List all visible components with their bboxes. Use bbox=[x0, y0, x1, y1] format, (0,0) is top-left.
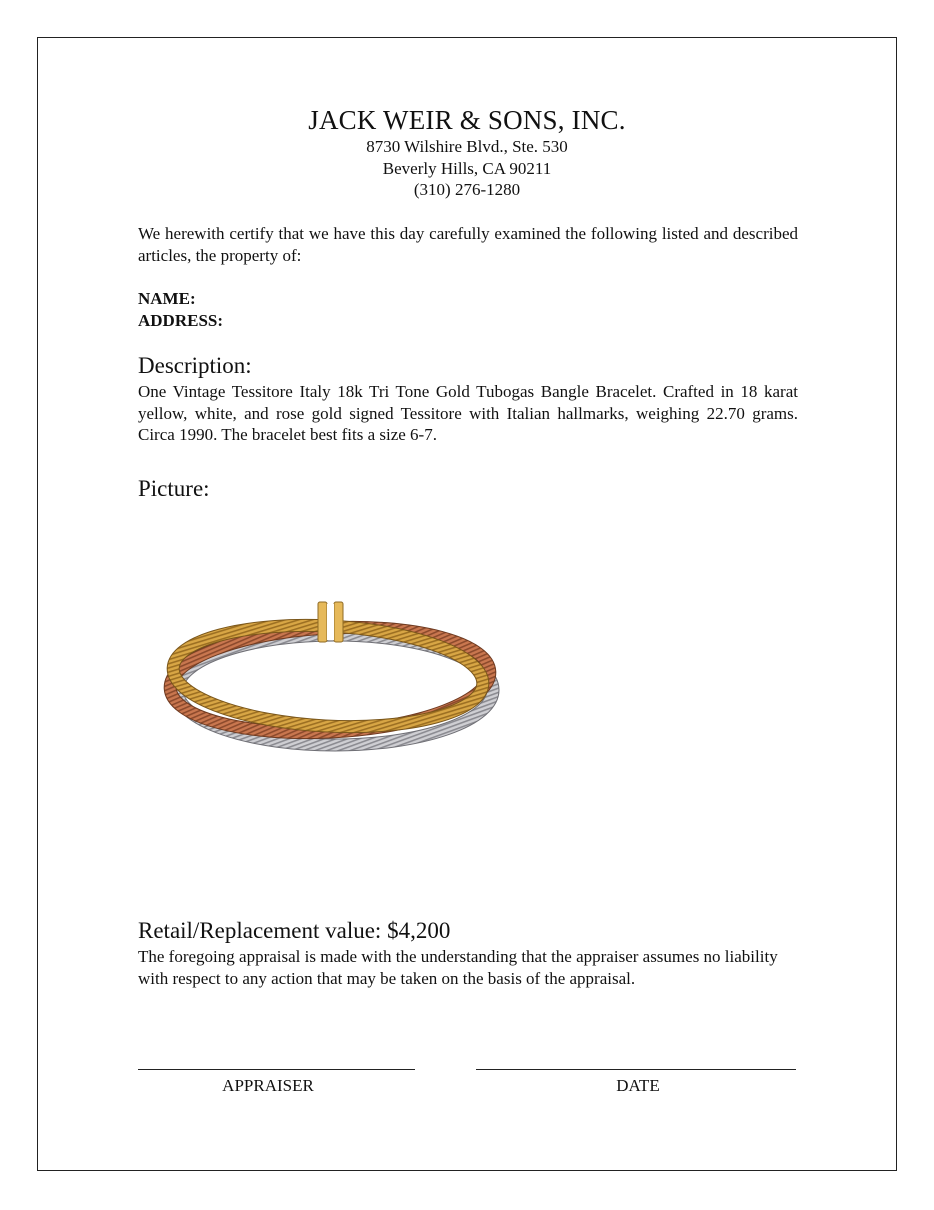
date-label: DATE bbox=[616, 1076, 660, 1095]
company-address-line2: Beverly Hills, CA 90211 bbox=[382, 158, 552, 178]
company-address-line1: 8730 Wilshire Blvd., Ste. 530 bbox=[366, 137, 568, 156]
bracelet-photo bbox=[150, 580, 520, 780]
certification-statement: We herewith certify that we have this day carefully examined the following listed and described articles, the property of: bbox=[138, 224, 798, 265]
replacement-value-heading: Retail/Replacement value: $4,200 bbox=[138, 918, 451, 943]
date-signature-line bbox=[476, 1069, 796, 1070]
owner-fields bbox=[138, 288, 798, 331]
picture-heading: Picture: bbox=[138, 476, 210, 501]
appraiser-signature-line bbox=[138, 1069, 415, 1070]
letterhead bbox=[0, 104, 934, 201]
name-label: NAME: bbox=[138, 289, 196, 308]
description-heading: Description: bbox=[138, 353, 252, 378]
liability-disclaimer: The foregoing appraisal is made with the understanding that the appraiser assumes no liability with respect to any action that may be taken on the basis of the appraisal. bbox=[138, 947, 778, 988]
appraiser-label: APPRAISER bbox=[222, 1076, 314, 1095]
bangle-clasp-caps bbox=[318, 602, 343, 642]
company-name: JACK WEIR & SONS, INC. bbox=[308, 105, 626, 135]
description-body: One Vintage Tessitore Italy 18k Tri Tone Gold Tubogas Bangle Bracelet. Crafted in 18 karat yellow, white, and rose gold signed Tessitore with Italian hallmarks, weighing 22.70 grams. Circa 1990. The bracelet best fits a size 6-7. bbox=[138, 382, 798, 444]
address-label: ADDRESS: bbox=[138, 310, 224, 330]
company-phone: (310) 276-1280 bbox=[413, 180, 521, 199]
